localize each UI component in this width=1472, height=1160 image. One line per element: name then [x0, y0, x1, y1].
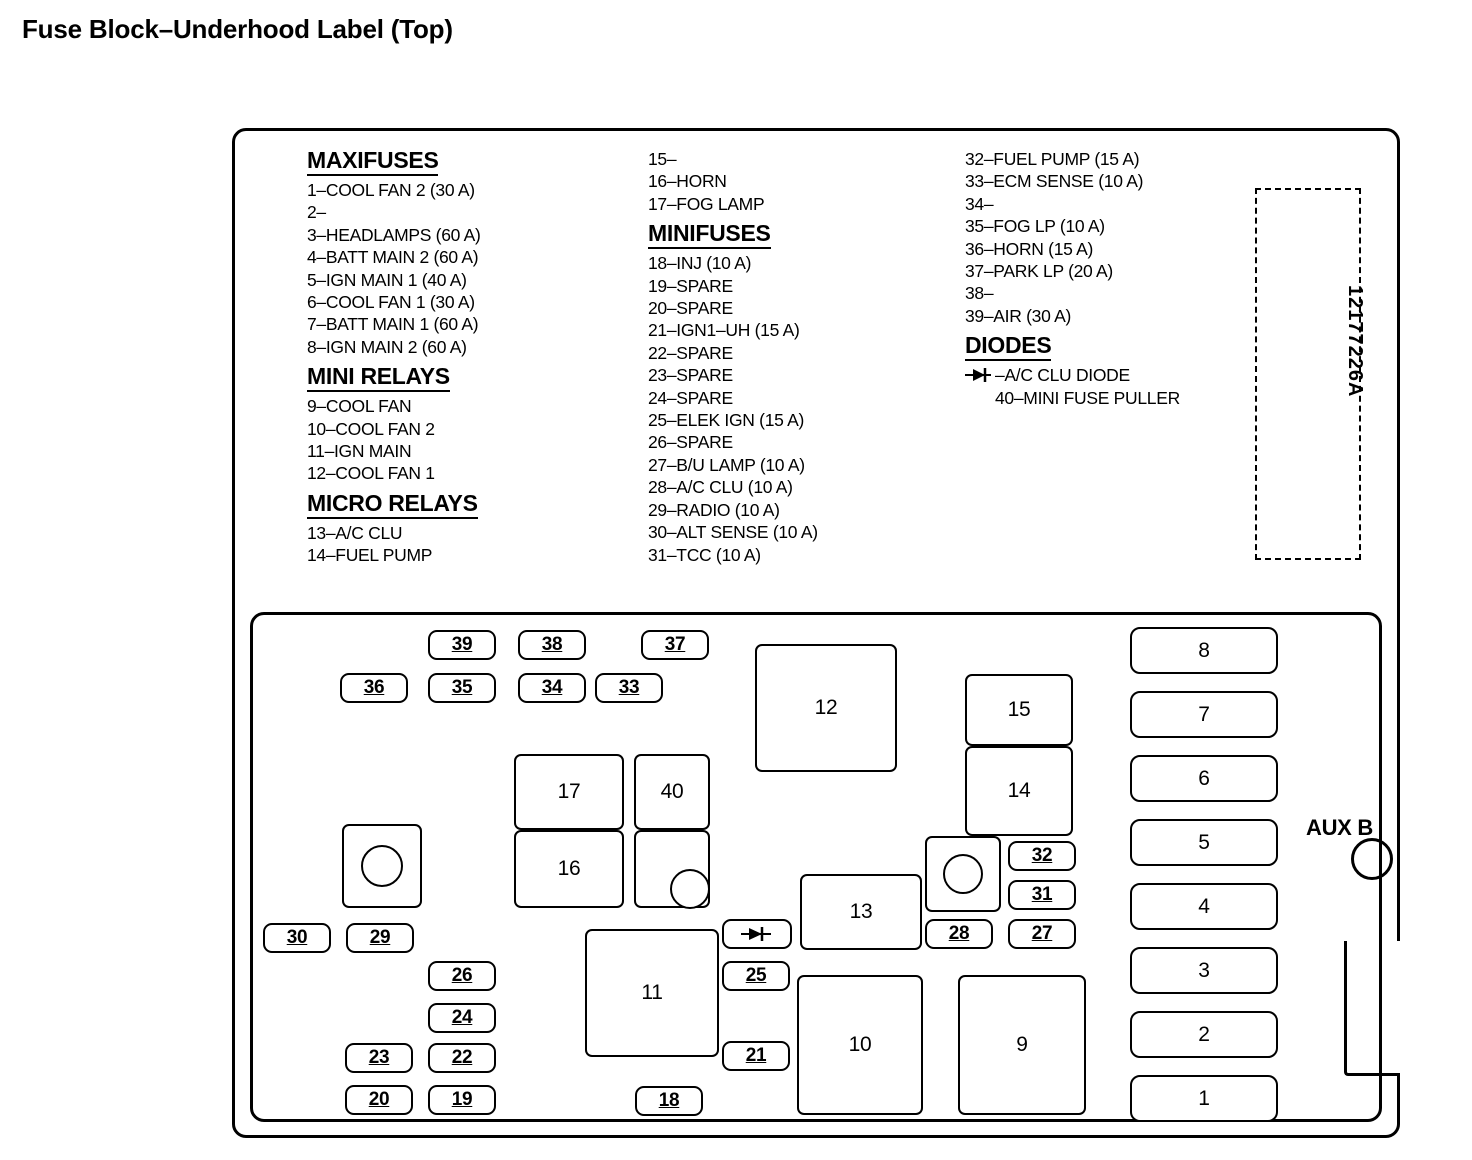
- legend-item: 13–A/C CLU: [307, 522, 403, 543]
- legend-heading-mini-relays: MINI RELAYS: [307, 364, 450, 392]
- fuse-slot-29[interactable]: 29: [346, 923, 414, 953]
- fuse-slot-35[interactable]: 35: [428, 673, 496, 703]
- legend-item: 30–ALT SENSE (10 A): [648, 522, 818, 543]
- maxifuse-slot-6[interactable]: 6: [1130, 755, 1278, 802]
- legend-item: 35–FOG LP (10 A): [965, 216, 1105, 237]
- legend-column-fuses-diodes: [965, 148, 1180, 409]
- legend-item: 27–B/U LAMP (10 A): [648, 454, 805, 475]
- relay-slot-17[interactable]: 17: [514, 754, 624, 830]
- legend-item: 4–BATT MAIN 2 (60 A): [307, 247, 479, 268]
- legend-item: 23–SPARE: [648, 365, 733, 386]
- legend-item: 18–INJ (10 A): [648, 253, 752, 274]
- legend-item: 24–SPARE: [648, 387, 733, 408]
- maxifuse-slot-2[interactable]: 2: [1130, 1011, 1278, 1058]
- fuse-slot-24[interactable]: 24: [428, 1003, 496, 1033]
- fuse-slot-26[interactable]: 26: [428, 961, 496, 991]
- relay-slot-12[interactable]: 12: [755, 644, 897, 772]
- relay-slot-14[interactable]: 14: [965, 746, 1073, 836]
- fuse-slot-30[interactable]: 30: [263, 923, 331, 953]
- relay-socket-blank-right[interactable]: [634, 830, 710, 908]
- legend-item: 22–SPARE: [648, 342, 733, 363]
- legend-item: 1–COOL FAN 2 (30 A): [307, 180, 475, 200]
- relay-slot-10[interactable]: 10: [797, 975, 923, 1115]
- legend-item-label: –A/C CLU DIODE: [995, 365, 1130, 386]
- relay-slot-9[interactable]: 9: [958, 975, 1086, 1115]
- legend-item: 10–COOL FAN 2: [307, 418, 435, 439]
- legend-item: 36–HORN (15 A): [965, 238, 1094, 259]
- fuse-slot-28[interactable]: 28: [925, 919, 993, 949]
- legend-heading-maxifuses: MAXIFUSES: [307, 148, 438, 176]
- fuse-slot-23[interactable]: 23: [345, 1043, 413, 1073]
- fuse-slot-37[interactable]: 37: [641, 630, 709, 660]
- fuse-slot-32[interactable]: 32: [1008, 841, 1076, 871]
- legend-item: 33–ECM SENSE (10 A): [965, 171, 1144, 192]
- legend-heading-micro-relays: MICRO RELAYS: [307, 491, 478, 519]
- fuse-slot-18[interactable]: 18: [635, 1086, 703, 1116]
- legend-item: 32–FUEL PUMP (15 A): [965, 149, 1140, 169]
- maxifuse-slot-4[interactable]: 4: [1130, 883, 1278, 930]
- relay-socket-circle-icon: [943, 854, 983, 894]
- legend-item: 40–MINI FUSE PULLER: [995, 387, 1180, 408]
- fuse-slot-19[interactable]: 19: [428, 1085, 496, 1115]
- page-title: Fuse Block–Underhood Label (Top): [22, 14, 453, 44]
- legend-item: 34–: [965, 193, 994, 214]
- legend-item: 19–SPARE: [648, 275, 733, 296]
- legend-item: 21–IGN1–UH (15 A): [648, 320, 800, 341]
- legend-item: 20–SPARE: [648, 298, 733, 319]
- fuse-slot-22[interactable]: 22: [428, 1043, 496, 1073]
- maxifuse-slot-3[interactable]: 3: [1130, 947, 1278, 994]
- legend-item: 15–: [648, 149, 677, 169]
- legend-item: 6–COOL FAN 1 (30 A): [307, 292, 475, 313]
- maxifuse-slot-7[interactable]: 7: [1130, 691, 1278, 738]
- legend-item-diode: [965, 364, 1180, 386]
- legend-item: 39–AIR (30 A): [965, 305, 1072, 326]
- fuse-slot-31[interactable]: 31: [1008, 880, 1076, 910]
- fuse-slot-38[interactable]: 38: [518, 630, 586, 660]
- legend-item: 28–A/C CLU (10 A): [648, 477, 793, 498]
- part-number-text: 12177226A: [1344, 285, 1366, 398]
- relay-slot-11[interactable]: 11: [585, 929, 719, 1057]
- fuse-slot-25[interactable]: 25: [722, 961, 790, 991]
- fuse-slot-20[interactable]: 20: [345, 1085, 413, 1115]
- legend-heading-diodes: DIODES: [965, 333, 1051, 361]
- legend-item: 3–HEADLAMPS (60 A): [307, 224, 481, 245]
- legend-heading-minifuses: MINIFUSES: [648, 221, 771, 249]
- maxifuse-slot-5[interactable]: 5: [1130, 819, 1278, 866]
- aux-b-stud[interactable]: [1351, 838, 1393, 880]
- fuse-slot-16[interactable]: 16: [514, 830, 624, 908]
- maxifuse-slot-1[interactable]: 1: [1130, 1075, 1278, 1122]
- relay-socket-circle-icon: [670, 869, 710, 909]
- relay-slot-13[interactable]: 13: [800, 874, 922, 950]
- legend-item: 25–ELEK IGN (15 A): [648, 410, 805, 431]
- diode-slot-ac-clu[interactable]: [722, 919, 792, 949]
- legend-item: 9–COOL FAN: [307, 396, 412, 417]
- micro-relay-socket[interactable]: [925, 836, 1001, 912]
- legend-item: 8–IGN MAIN 2 (60 A): [307, 336, 467, 357]
- relay-socket-circle-icon: [361, 845, 403, 887]
- legend-column-maxifuses: [307, 148, 481, 567]
- legend-item: 31–TCC (10 A): [648, 544, 761, 565]
- legend-item: 5–IGN MAIN 1 (40 A): [307, 269, 467, 290]
- fuse-slot-27[interactable]: 27: [1008, 919, 1076, 949]
- legend-item: 16–HORN: [648, 171, 727, 192]
- relay-socket-blank-left[interactable]: [342, 824, 422, 908]
- legend-item: 12–COOL FAN 1: [307, 463, 435, 484]
- legend-item: 37–PARK LP (20 A): [965, 261, 1113, 282]
- legend-column-minifuses: [648, 148, 818, 566]
- legend-item: 7–BATT MAIN 1 (60 A): [307, 314, 479, 335]
- fuse-slot-33[interactable]: 33: [595, 673, 663, 703]
- legend-item: 38–: [965, 283, 994, 304]
- diode-symbol-icon: [965, 367, 995, 383]
- legend-item: 17–FOG LAMP: [648, 193, 765, 214]
- relay-slot-15[interactable]: 15: [965, 674, 1073, 746]
- legend-item: 29–RADIO (10 A): [648, 499, 780, 520]
- fuse-slot-21[interactable]: 21: [722, 1041, 790, 1071]
- fuse-puller-slot-40[interactable]: 40: [634, 754, 710, 830]
- fuse-slot-39[interactable]: 39: [428, 630, 496, 660]
- maxifuse-slot-8[interactable]: 8: [1130, 627, 1278, 674]
- diode-symbol-icon: [739, 926, 775, 942]
- fuse-slot-34[interactable]: 34: [518, 673, 586, 703]
- legend-item: 2–: [307, 202, 326, 223]
- legend-item: 26–SPARE: [648, 432, 733, 453]
- legend-item: 11–IGN MAIN: [307, 441, 412, 462]
- fuse-slot-36[interactable]: 36: [340, 673, 408, 703]
- aux-b-label: AUX B: [1306, 815, 1373, 840]
- legend-item: 14–FUEL PUMP: [307, 545, 433, 566]
